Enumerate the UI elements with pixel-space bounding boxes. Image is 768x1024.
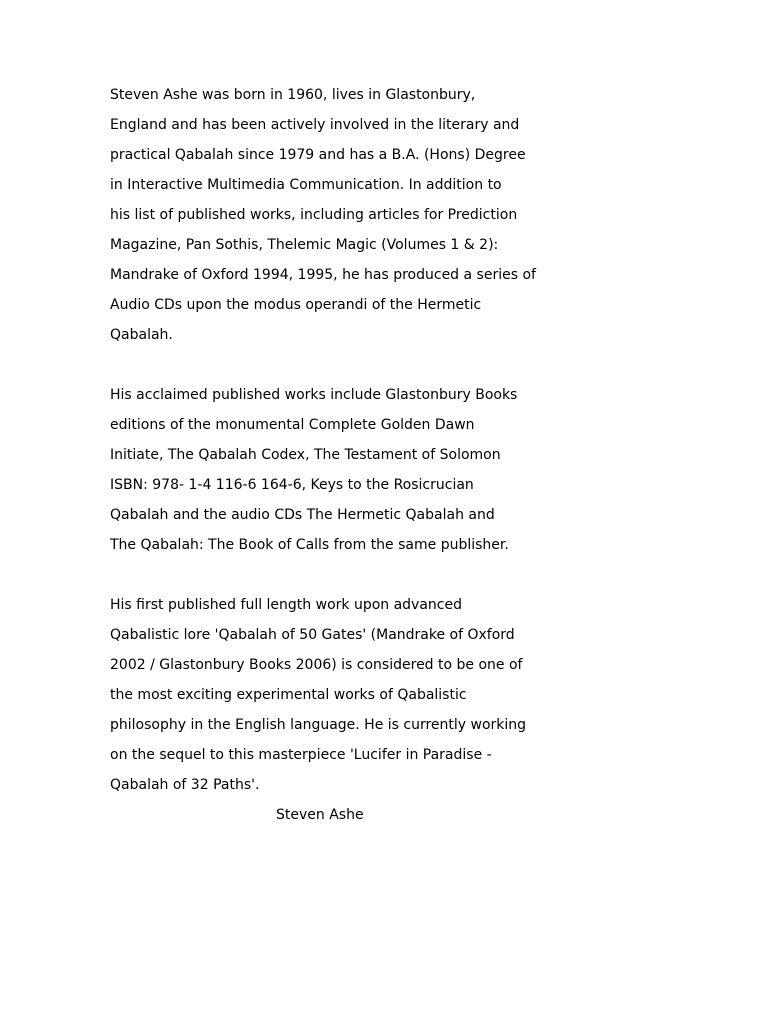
text-line: in Interactive Multimedia Communication. In addition to	[110, 177, 502, 193]
text-line: ISBN: 978- 1-4 116-6 164-6, Keys to the Rosicrucian	[110, 477, 474, 493]
text-line: Mandrake of Oxford 1994, 1995, he has produced a series of	[110, 267, 536, 283]
text-line: His first published full length work upon advanced	[110, 597, 462, 613]
text-line: the most exciting experimental works of Qabalistic	[110, 687, 467, 703]
text-line: on the sequel to this masterpiece 'Lucifer in Paradise -	[110, 747, 492, 763]
text-line: Steven Ashe was born in 1960, lives in Glastonbury,	[110, 87, 476, 103]
text-line: his list of published works, including articles for Prediction	[110, 207, 518, 223]
text-line: practical Qabalah since 1979 and has a B.A. (Hons) Degree	[110, 147, 526, 163]
text-line: England and has been actively involved in the literary and	[110, 117, 520, 133]
author-signature: Steven Ashe	[276, 807, 364, 823]
paragraph-first-work	[110, 590, 670, 800]
document-body	[110, 80, 670, 830]
text-line: Magazine, Pan Sothis, Thelemic Magic (Volumes 1 & 2):	[110, 237, 499, 253]
text-line: Qabalistic lore 'Qabalah of 50 Gates' (Mandrake of Oxford	[110, 627, 515, 643]
paragraph-spacer	[110, 560, 670, 590]
text-line: Initiate, The Qabalah Codex, The Testament of Solomon	[110, 447, 501, 463]
text-line: 2002 / Glastonbury Books 2006) is considered to be one of	[110, 657, 523, 673]
text-line: editions of the monumental Complete Golden Dawn	[110, 417, 475, 433]
paragraph-published-works	[110, 380, 670, 560]
text-line: Qabalah and the audio CDs The Hermetic Qabalah and	[110, 507, 495, 523]
text-line: The Qabalah: The Book of Calls from the same publisher.	[110, 537, 509, 553]
paragraph-biography	[110, 80, 670, 350]
text-line: Qabalah.	[110, 327, 173, 343]
paragraph-spacer	[110, 350, 670, 380]
text-line: philosophy in the English language. He is currently working	[110, 717, 527, 733]
text-line: Audio CDs upon the modus operandi of the Hermetic	[110, 297, 482, 313]
text-line: His acclaimed published works include Glastonbury Books	[110, 387, 518, 403]
text-line: Qabalah of 32 Paths'.	[110, 777, 260, 793]
